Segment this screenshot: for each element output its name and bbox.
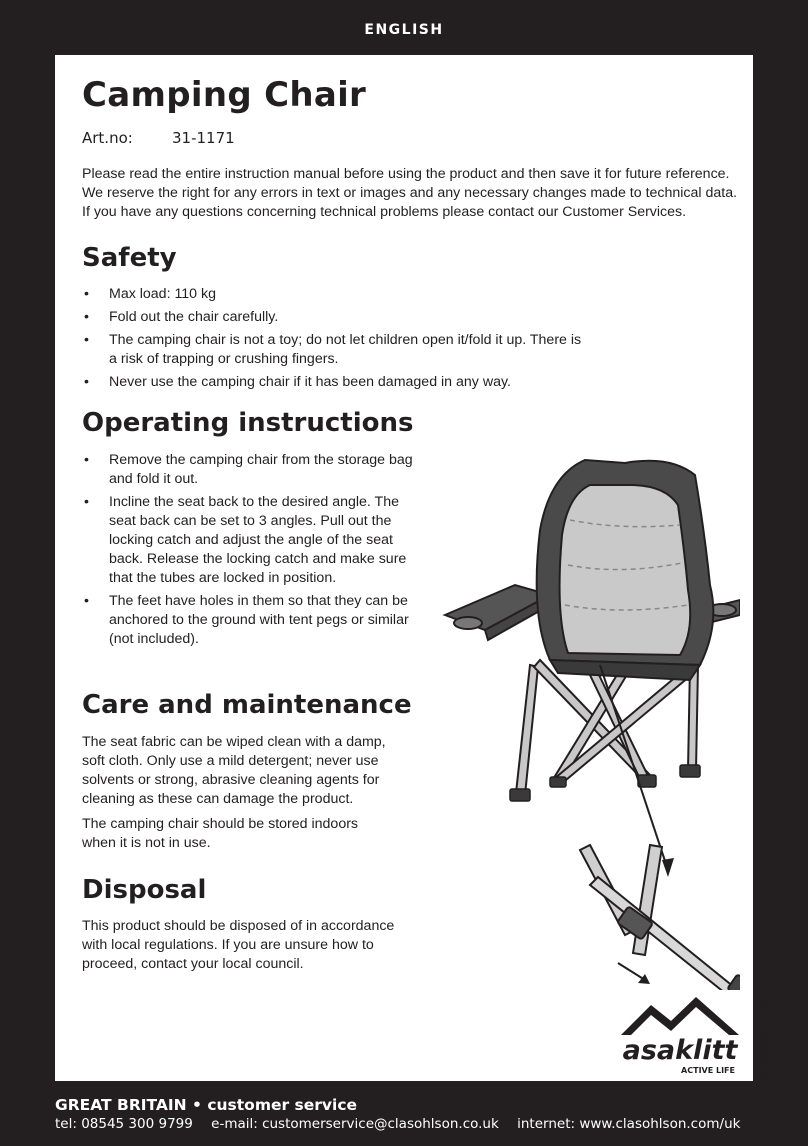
footer-internet: internet: www.clasohlson.com/uk <box>517 1116 741 1132</box>
intro-line: We reserve the right for any errors in text or images and any necessary changes made to technical data. <box>82 185 738 201</box>
language-label: ENGLISH <box>364 22 444 38</box>
list-item: • Max load: 110 kg <box>84 286 216 302</box>
list-item: • Remove the camping chair from the storage bag and fold it out. <box>84 452 413 487</box>
list-item: • Incline the seat back to the desired angle. The seat back can be set to 3 angles. Pull out the locking catch and adjust the angle of the seat back. Release the locking catch and make sure that the tubes are locked in position. <box>84 494 407 586</box>
intro-line: If you have any questions concerning technical problems please contact our Customer Services. <box>82 204 687 220</box>
disposal-heading: Disposal <box>82 875 207 905</box>
chair-frame <box>516 660 698 795</box>
locking-catch-detail <box>580 845 740 990</box>
chair-fabric <box>537 460 714 680</box>
operating-list <box>82 451 417 653</box>
paragraph: The camping chair should be stored indoors when it is not in use. <box>82 816 359 851</box>
camping-chair-illustration <box>440 415 740 990</box>
article-number-label: Art.no: <box>82 129 133 147</box>
care-text <box>82 733 412 859</box>
article-number <box>82 129 235 147</box>
motion-arrows <box>618 963 692 990</box>
version-label: Ver. 20131125 <box>757 1000 772 1083</box>
mountain-icon <box>621 997 739 1035</box>
safety-heading: Safety <box>82 243 177 273</box>
list-item: • The camping chair is not a toy; do not let children open it/fold it up. There is a risk of trapping or crushing fingers. <box>84 332 582 367</box>
intro-line: Please read the entire instruction manual before using the product and then save it for future reference. <box>82 166 730 182</box>
article-number-value: 31-1171 <box>172 129 235 147</box>
footer-email: e-mail: customerservice@clasohlson.co.uk <box>211 1116 499 1132</box>
list-item: • Never use the camping chair if it has been damaged in any way. <box>84 374 511 390</box>
manual-page <box>55 55 753 1081</box>
operating-heading: Operating instructions <box>82 408 414 438</box>
footer-tel: tel: 08545 300 9799 <box>55 1116 193 1132</box>
chair-feet <box>510 765 700 801</box>
list-item: • Fold out the chair carefully. <box>84 309 279 325</box>
logo-brand: asaklitt <box>622 1035 738 1066</box>
paragraph: This product should be disposed of in accordance with local regulations. If you are unsure how to proceed, contact your local council. <box>82 918 395 972</box>
intro-text <box>82 165 742 222</box>
page-title: Camping Chair <box>82 75 367 115</box>
asaklitt-logo <box>611 993 749 1079</box>
care-heading: Care and maintenance <box>82 690 412 720</box>
footer-contacts <box>55 1116 754 1132</box>
safety-list <box>82 285 682 396</box>
paragraph: The seat fabric can be wiped clean with a damp, soft cloth. Only use a mild detergent; never use solvents or strong, abrasive cleaning agents for cleaning as these can damage the product. <box>82 734 386 807</box>
logo-tagline: ACTIVE LIFE <box>681 1066 735 1075</box>
list-item: • The feet have holes in them so that they can be anchored to the ground with tent pegs or similar (not included). <box>84 593 409 647</box>
disposal-text <box>82 917 412 980</box>
footer-region: GREAT BRITAIN • customer service <box>55 1096 358 1114</box>
